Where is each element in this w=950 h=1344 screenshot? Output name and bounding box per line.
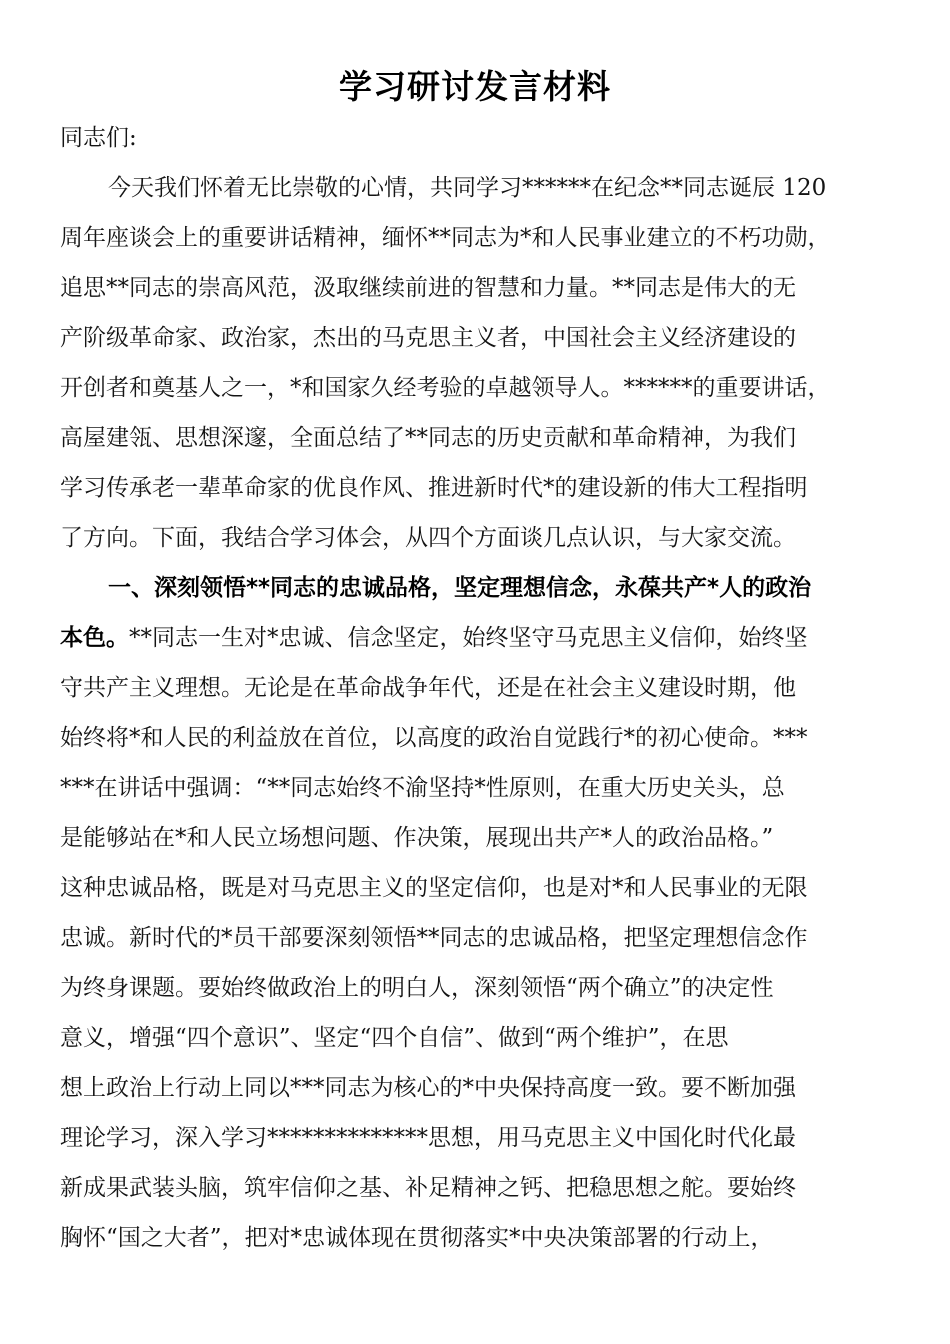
intro-line-6: 高屋建瓴、思想深邃，全面总结了**同志的历史贡献和革命精神，为我们 [60,425,796,451]
section-1-line-12: 新成果武装头脑，筑牢信仰之基、补足精神之钙、把稳思想之舵。要始终 [60,1175,796,1201]
section-1-line-8: 为终身课题。要始终做政治上的明白人，深刻领悟“两个确立”的决定性 [60,975,774,1001]
section-1-line-7: 忠诚。新时代的*员干部要深刻领悟**同志的忠诚品格，把坚定理想信念作 [60,925,808,951]
section-1-line-3: 始终将*和人民的利益放在首位，以高度的政治自觉践行*的初心使命。*** [60,725,808,751]
salutation: 同志们: [60,125,137,151]
section-1-line-13: 胸怀“国之大者”，把对*忠诚体现在贯彻落实*中央决策部署的行动上， [60,1225,774,1251]
section-1-line-10: 想上政治上行动上同以***同志为核心的*中央保持高度一致。要不断加强 [60,1075,796,1101]
intro-line-8: 了方向。下面，我结合学习体会，从四个方面谈几点认识，与大家交流。 [60,525,796,551]
section-1-line-6: 这种忠诚品格，既是对马克思主义的坚定信仰，也是对*和人民事业的无限 [60,875,808,901]
section-1-line-1-text: **同志一生对*忠诚、信念坚定，始终坚守马克思主义信仰，始终坚 [129,625,808,651]
intro-line-5: 开创者和奠基人之一，*和国家久经考验的卓越领导人。******的重要讲话， [60,375,831,401]
section-1-line-1 [60,618,808,658]
section-1-line-11: 理论学习，深入学习**************思想，用马克思主义中国化时代化最 [60,1125,796,1151]
section-1-heading-end: 本色。 [60,625,129,651]
intro-line-7: 学习传承老一辈革命家的优良作风、推进新时代*的建设新的伟大工程指明 [60,475,808,501]
intro-line-2: 周年座谈会上的重要讲话精神，缅怀**同志为*和人民事业建立的不朽功勋， [60,225,831,251]
document-title: 学习研讨发言材料 [339,67,611,106]
intro-line-3: 追思**同志的崇高风范，汲取继续前进的智慧和力量。**同志是伟大的无 [60,275,796,301]
section-1-line-2: 守共产主义理想。无论是在革命战争年代，还是在社会主义建设时期，他 [60,675,796,701]
section-1-line-9: 意义，增强“四个意识”、坚定“四个自信”、做到“两个维护”，在思 [60,1025,729,1051]
section-1-line-4: ***在讲话中强调：“**同志始终不渝坚持*性原则，在重大历史关头，总 [60,775,785,801]
section-1-heading: 一、深刻领悟**同志的忠诚品格，坚定理想信念，永葆共产*人的政治 [108,575,812,601]
section-1-line-5: 是能够站在*和人民立场想问题、作决策，展现出共产*人的政治品格。” [60,825,774,851]
intro-line-1: 今天我们怀着无比崇敬的心情，共同学习******在纪念**同志诞辰 120 [108,175,827,201]
intro-line-4: 产阶级革命家、政治家，杰出的马克思主义者，中国社会主义经济建设的 [60,325,796,351]
